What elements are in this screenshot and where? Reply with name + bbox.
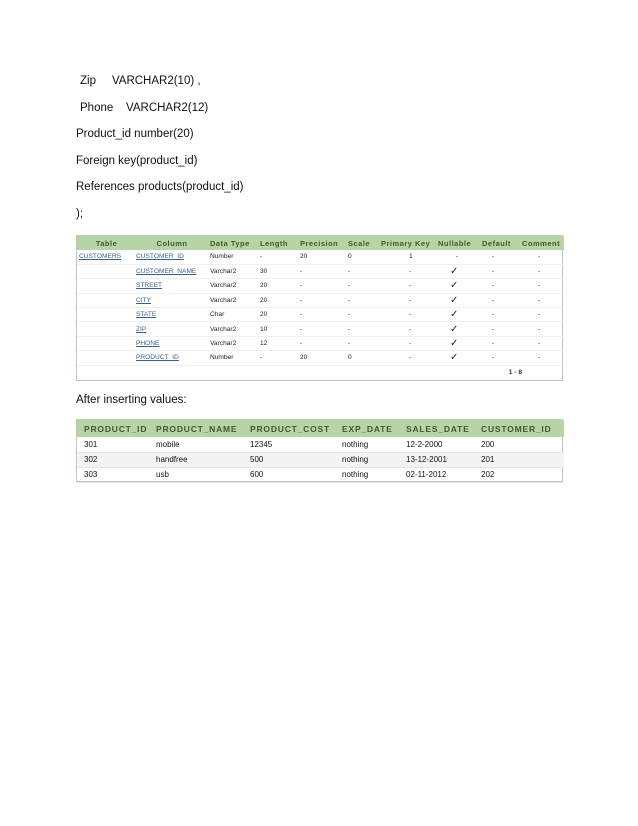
cell: - [480,264,520,278]
column-link[interactable]: PHONE [134,336,208,350]
header-column: Column [134,236,208,250]
cell: 20 [258,293,298,307]
cell: - [480,293,520,307]
cell: 20 [298,250,346,264]
cell: 12 [258,336,298,350]
cell: - [379,308,436,322]
cell: usb [149,467,243,482]
cell: - [346,336,379,350]
table-row [77,250,564,264]
cell: 301 [77,437,149,452]
values-table [76,419,563,482]
cell: - [379,279,436,293]
table-row [77,264,564,278]
cell: 500 [243,452,335,467]
cell: 1 [379,250,436,264]
cell: - [298,264,346,278]
after-inserting-line: After inserting values: [76,394,187,406]
header-data-type: Data Type [208,236,258,250]
cell: - [346,264,379,278]
cell: - [520,250,564,264]
cell: 20 [258,308,298,322]
cell: - [346,308,379,322]
header-scale: Scale [346,236,379,250]
cell: - [520,336,564,350]
check-icon: ✓ [436,308,480,322]
cell: - [346,279,379,293]
header-precision: Precision [298,236,346,250]
cell: 20 [258,279,298,293]
cell: - [520,351,564,365]
cell: 303 [77,467,149,482]
closing-paren-line: ); [76,208,84,220]
cell: Varchar2 [208,322,258,336]
values-header-row [77,420,564,437]
cell: 200 [474,437,564,452]
header-product-cost: PRODUCT_COST [243,420,335,437]
cell: - [298,308,346,322]
header-product-id: PRODUCT_ID [77,420,149,437]
check-icon: ✓ [436,351,480,365]
foreign-key-line: Foreign key(product_id) [76,155,198,167]
columns-description-table [76,235,563,381]
cell: - [480,336,520,350]
cell: - [520,279,564,293]
cell: Number [208,351,258,365]
cell [77,279,134,293]
cell [77,308,134,322]
cell: 13-12-2001 [399,452,474,467]
cell: 201 [474,452,564,467]
cell: - [258,250,298,264]
cell: - [436,250,480,264]
cell: nothing [335,467,399,482]
check-icon: ✓ [436,322,480,336]
columns-header-row [77,236,564,250]
header-default: Default [480,236,520,250]
header-comment: Comment [520,236,564,250]
references-line: References products(product_id) [76,181,244,193]
table-row [77,437,564,452]
column-link[interactable]: CUSTOMER_ID [134,250,208,264]
table-name-link[interactable]: CUSTOMERS [77,250,134,264]
cell: 202 [474,467,564,482]
check-icon: ✓ [436,279,480,293]
cell [77,351,134,365]
cell: Varchar2 [208,336,258,350]
table-row [77,336,564,350]
check-icon: ✓ [436,264,480,278]
header-customer-id: CUSTOMER_ID [474,420,564,437]
cell: - [379,351,436,365]
cell: 10 [258,322,298,336]
column-link[interactable]: PRODUCT_ID [134,351,208,365]
cell: - [346,293,379,307]
cell [77,322,134,336]
column-link[interactable]: CUSTOMER_NAME [134,264,208,278]
cell: - [258,351,298,365]
cell: nothing [335,452,399,467]
table-row [77,452,564,467]
check-icon: ✓ [436,293,480,307]
pagination-range: 1 - 8 [508,369,522,376]
header-length: Length [258,236,298,250]
cell: 12345 [243,437,335,452]
cell: - [298,336,346,350]
column-link[interactable]: STREET [134,279,208,293]
cell: Char [208,308,258,322]
cell: 02-11-2012 [399,467,474,482]
cell: - [298,279,346,293]
cell: Varchar2 [208,279,258,293]
cell: Varchar2 [208,264,258,278]
table-row [77,293,564,307]
cell [77,264,134,278]
cell: - [520,293,564,307]
cell: - [379,322,436,336]
cell: 20 [298,351,346,365]
cell: mobile [149,437,243,452]
cell: 0 [346,250,379,264]
cell: - [379,336,436,350]
cell: - [520,308,564,322]
column-link[interactable]: STATE [134,308,208,322]
cell: - [520,264,564,278]
cell: - [480,351,520,365]
cell: - [298,322,346,336]
cell: - [379,264,436,278]
cell [77,293,134,307]
cell: - [480,322,520,336]
cell: - [346,322,379,336]
header-sales-date: SALES_DATE [399,420,474,437]
check-icon: ✓ [436,336,480,350]
header-exp-date: EXP_DATE [335,420,399,437]
table-row [77,467,564,482]
cell: 12-2-2000 [399,437,474,452]
cell: - [520,322,564,336]
table-row [77,279,564,293]
cell: nothing [335,437,399,452]
cell: Varchar2 [208,293,258,307]
table-row [77,322,564,336]
column-link[interactable]: ZIP [134,322,208,336]
header-nullable: Nullable [436,236,480,250]
cell: 302 [77,452,149,467]
table-row [77,351,564,365]
header-table: Table [77,236,134,250]
cell: - [480,308,520,322]
cell: - [379,293,436,307]
cell [77,336,134,350]
cell: handfree [149,452,243,467]
cell: 600 [243,467,335,482]
header-product-name: PRODUCT_NAME [149,420,243,437]
cell: - [298,293,346,307]
cell: - [480,279,520,293]
phone-line: Phone VARCHAR2(12) [80,102,209,114]
cell: 0 [346,351,379,365]
column-link[interactable]: CITY [134,293,208,307]
header-primary-key: Primary Key [379,236,436,250]
product-id-line: Product_id number(20) [76,128,194,140]
zip-line: Zip VARCHAR2(10) , [80,75,201,87]
cell: Number [208,250,258,264]
cell: 30 [258,264,298,278]
table-row [77,308,564,322]
cell: - [480,250,520,264]
